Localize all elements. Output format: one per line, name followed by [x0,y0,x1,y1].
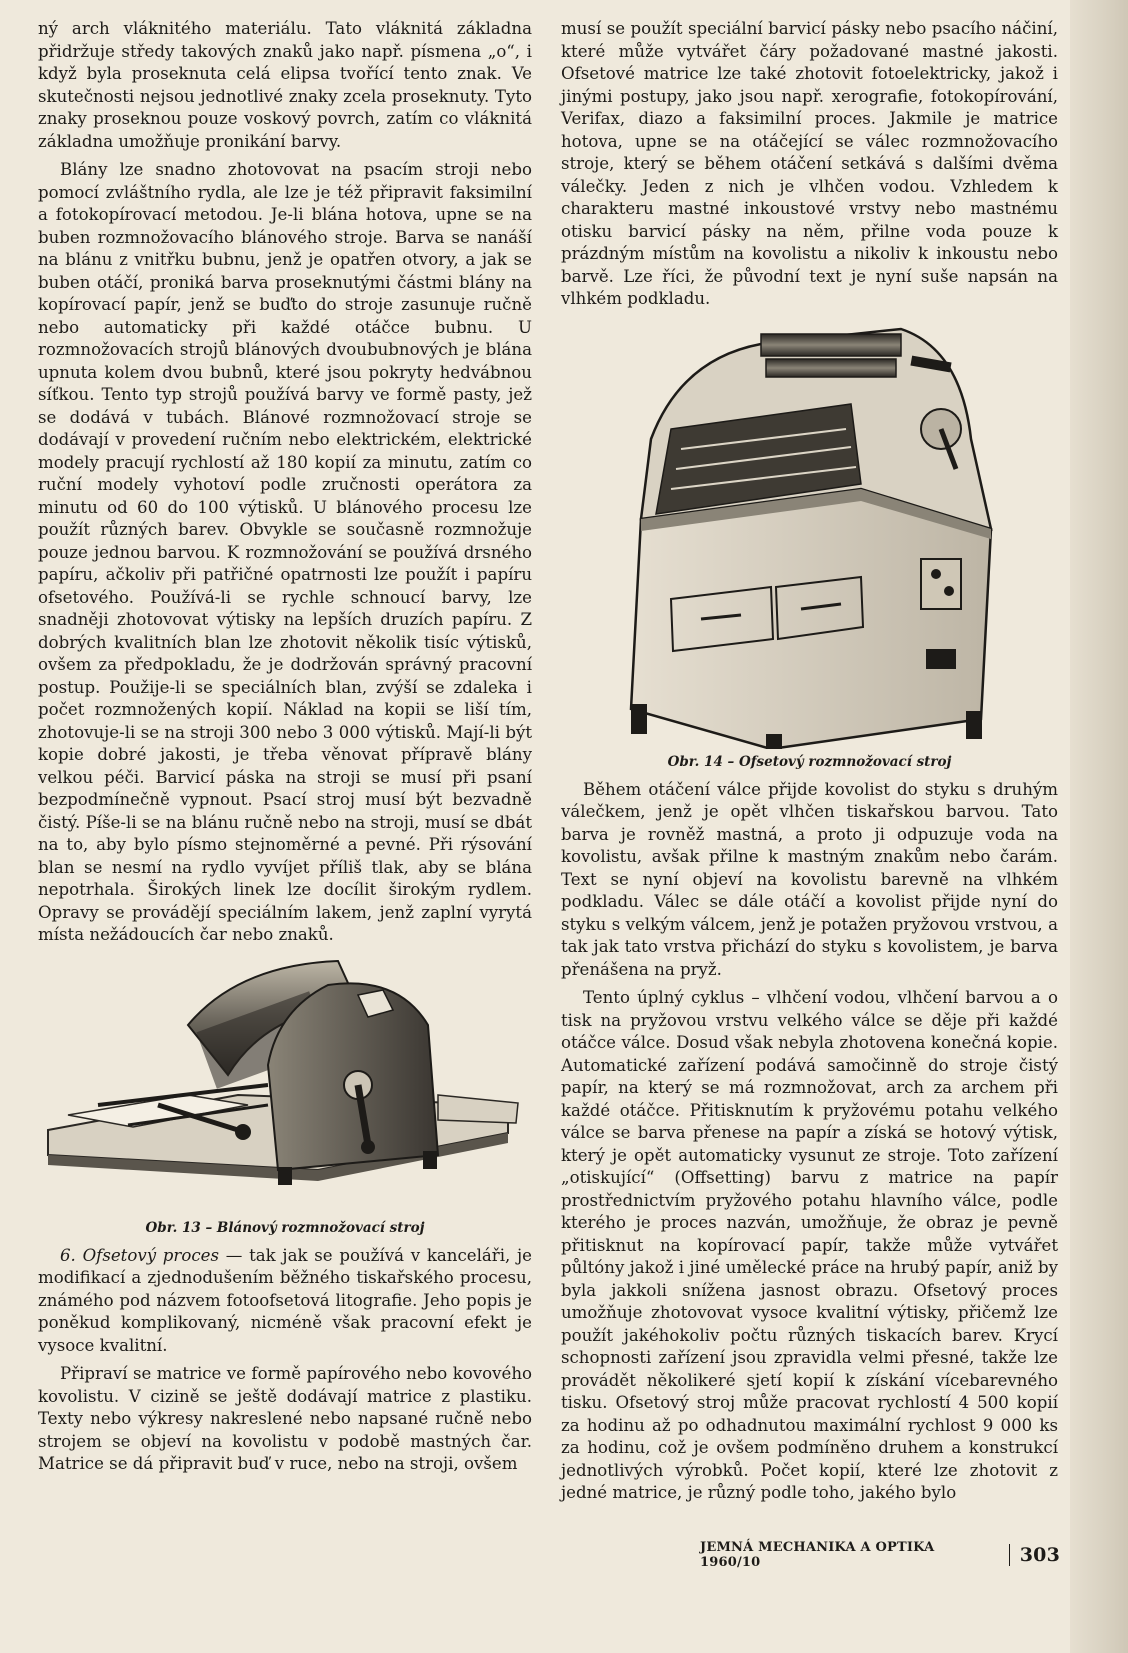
paragraph: Během otáčení válce přijde kovolist do styku s druhým válečkem, jenž je opět vlhčen tiskařskou barvou. Tato barva je rovněž mastná, a proto ji odpuzuje voda na kovolistu, avšak přilne k mastným znakům nebo čarám. Text se nyní objeví na kovolistu barevně na vlhkém podkladu. Válec se dále otáčí a kovolist přijde nyní do styku s velkým válcem, jenž je potažen pryžovou vrstvou, a tak jak tato vrstva přichází do styku s kovolistem, je barva přenášena na pryž. [561,779,1058,979]
paragraph: Připraví se matrice ve formě papírového nebo kovového kovolistu. V cizině se ještě dodávají matrice z plastiku. Texty nebo výkresy nakreslené nebo napsané ručně nebo strojem se objeví na kovolistu v podobě mastných čar. Matrice se dá připravit buď v ruce, nebo na stroji, ovšem [38,1364,532,1473]
paragraph: 6. Ofsetový proces — tak jak se používá v kanceláři, je modifikací a zjednodušením běžného tiskařského procesu, známého pod názvem fotoofsetová litografie. Jeho popis je poněkud komplikovaný, nicméně však pracovní efekt je vysoce kvalitní. [38,1245,532,1355]
footer-divider [1009,1544,1010,1566]
page-footer [700,1540,1060,1570]
stencil-duplicator-illustration [38,955,532,1215]
paragraph: ný arch vláknitého materiálu. Tato vláknitá základna přidržuje středy takových znaků jako např. písmena „o“, i když byla proseknuta celá elipsa tvořící tento znak. Ve skutečnosti nejsou jednotlivé znaky zcela proseknuty. Tyto znaky proseknou pouze voskový povrch, zatím co vláknitá základna umožňuje pronikání barvy. [38,19,532,151]
paragraph: Blány lze snadno zhotovovat na psacím stroji nebo pomocí zvláštního rydla, ale lze je též připravit faksimilní a fotokopírovací metodou. Je-li blána hotova, upne se na buben rozmnožovacího blánového stroje. Barva se nanáší na blánu z vnitřku bubnu, jenž je opatřen otvory, a jak se buben otáčí, proniká barva proseknutými částmi blány na kopírovací papír, jenž se buďto do stroje zasunuje ručně nebo automaticky při každé otáčce bubnu. U rozmnožovacích strojů blánových dvoububnových je blána upnuta kolem dvou bubnů, které jsou pokryty hedvábnou síťkou. Tento typ strojů používá barvy ve formě pasty, jež se dodává v tubách. Blánové rozmnožovací stroje se dodávají v provedení ručním nebo elektrickém, elektrické modely pracují rychlostí až 180 kopií za minutu, zatím co ruční modely vyhotoví podle zručnosti operátora za minutu od 60 do 100 výtisků. U blánového procesu lze použít různých barev. Obvykle se současně rozmnožuje pouze jednou barvou. K rozmnožování se používá drsného papíru, ačkoliv při patřičné opatrnosti lze použít i papíru ofsetového. Používá-li se rychle schnoucí barvy, lze snadněji zhotovovat výtisky na lepších druzích papíru. Z dobrých kvalitních blan lze zhotovit několik tisíc výtisků, ovšem za předpokladu, že je dodržován správný pracovní postup. Použije-li se speciálních blan, zvýší se zdaleka i počet rozmnožených kopií. Náklad na kopii se liší tím, zhotovuje-li se na stroji 300 nebo 3 000 výtisků. Mají-li být kopie dobré jakosti, je třeba věnovat přípravě blány velkou péči. Barvicí páska na stroji se musí při psaní bezpodmínečně vypnout. Psací stroj musí být bezvadně čistý. Píše-li se na blánu ručně nebo na stroji, musí se dbát na to, aby bylo písmo stejnoměrné a pevné. Při rýsování blan se nesmí na rydlo vyvíjet příliš tlak, aby se blána nepotrhala. Širokých linek lze docílit širokým rydlem. Opravy se provádějí speciálním lakem, jenž zaplní vyrytá místa nežádoucích čar nebo znaků. [38,160,532,944]
left-column [38,18,532,1482]
right-column [561,18,1058,1511]
figure-13-caption: Obr. 13 – Blánový rozmnožovací stroj [145,1219,425,1236]
section-heading: 6. Ofsetový proces [60,1245,219,1265]
figure-14 [561,319,1058,771]
journal-title: JEMNÁ MECHANIKA A OPTIKA 1960/10 [700,1540,935,1570]
paragraph: Tento úplný cyklus – vlhčení vodou, vlhčení barvou a o tisk na pryžovou vrstvu velkého válce se děje při každé otáčce válce. Dosud však nebyla zhotovena konečná kopie. Automatické zařízení podává samočinně do stroje čistý papír, na který se má rozmnožovat, arch za archem při každé otáčce. Přitisknutím k pryžovému potahu velkého válce se barva přenese na papír a získá se hotový výtisk, který je opět automaticky vysunut ze stroje. Toto zařízení „otiskující“ (Offsetting) barvu z matrice na papír prostřednictvím pryžového potahu hlavního válce, podle kterého je proces nazván, umožňuje, že obraz je pevně přitisknut na kopírovací papír, takže může vytvářet půltóny jakož i jiné umělecké práce na hrubý papír, aniž by byla jakkoli snížena jasnost obrazu. Ofsetový proces umožňuje zhotovovat vysoce kvalitní výtisky, přičemž lze použít jakéhokoliv počtu různých tiskacích barev. Krycí schopnosti zařízení jsou zpravidla velmi přesné, takže lze provádět několikeré sjetí kopií k získání vícebarevného tisku. Ofsetový stroj může pracovat rychlostí 4 500 kopií za hodinu až po odhadnutou maximální rychlost 9 000 ks za hodinu, což je ovšem podmíněno druhem a konstrukcí jednotlivých výrobků. Počet kopií, které lze zhotovit z jedné matrice, je různý podle toho, jakého bylo [561,988,1058,1502]
offset-duplicator-illustration [561,319,1058,749]
paragraph: musí se použít speciální barvicí pásky nebo psacího náčiní, které může vytvářet čáry požadované mastné jakosti. Ofsetové matrice lze také zhotovit fotoelektricky, jakož i jinými postupy, jako jsou např. xerografie, fotokopírování, Verifax, diazo a faksimilní proces. Jakmile je matrice hotova, upne se na otáčející se válec rozmnožovacího stroje, který se během otáčení setkává s dalšími dvěma válečky. Jeden z nich je vlhčen vodou. Vzhledem k charakteru mastné inkoustové vrstvy nebo mastnému otisku barvicí pásky na něm, přilne voda pouze k prázdným místům na kovolistu a nikoliv k inkoustu nebo barvě. Lze říci, že původní text je nyní suše napsán na vlhkém podkladu. [561,19,1058,308]
page-edge [1070,0,1128,1653]
figure-14-caption: Obr. 14 – Ofsetový rozmnožovací stroj [667,753,952,770]
figure-13 [38,955,532,1237]
page-number: 303 [1019,1544,1060,1566]
